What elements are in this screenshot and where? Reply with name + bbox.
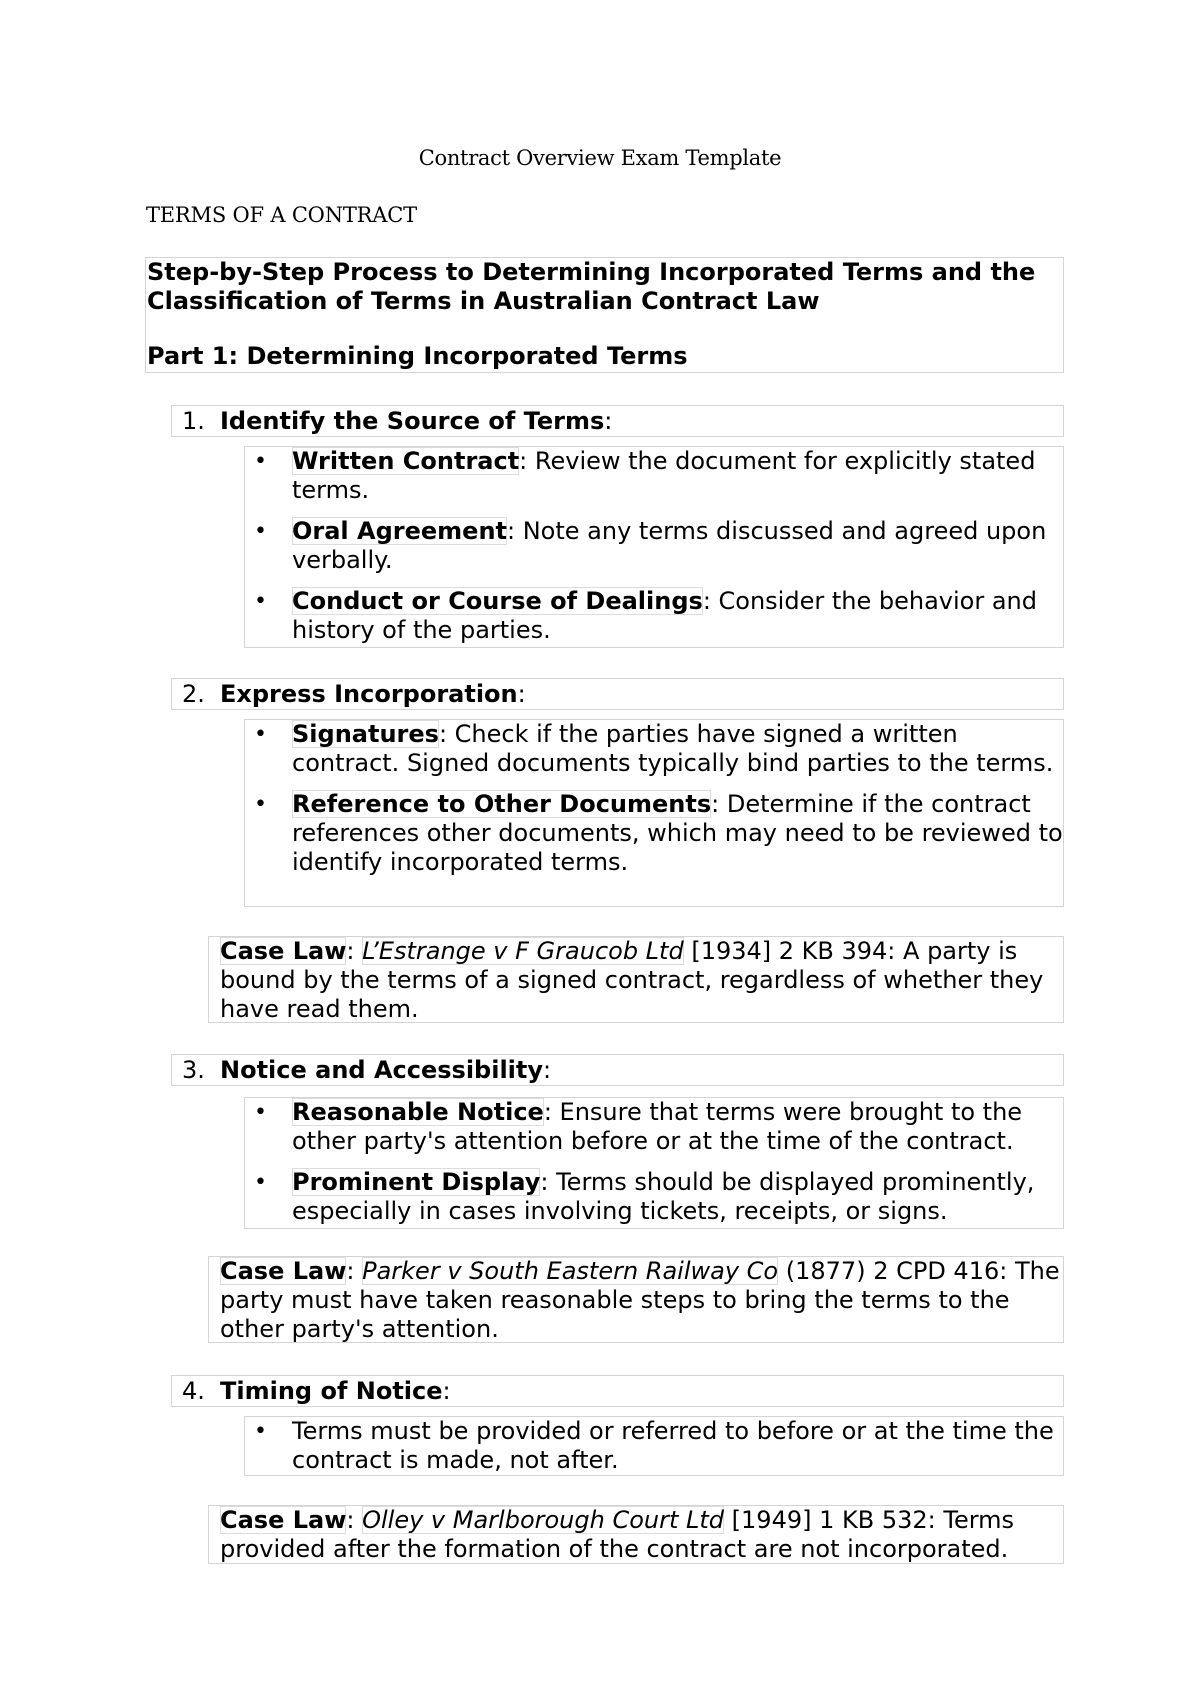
case-law-box [208,936,1064,1023]
bullet-label: Reference to Other Documents [292,790,712,818]
case-name: L’Estrange v F Graucob Ltd [362,937,684,965]
case-law-sep: : [346,937,363,965]
case-law-sep: : [346,1257,363,1285]
step-title: Express Incorporation [220,680,518,708]
case-law-text: (1877) 2 CPD 416: The party must have taken reasonable steps to bring the terms to the other party's attention. [220,1257,1060,1343]
bullet-label: Oral Agreement [292,517,508,545]
bullet-label: Conduct or Course of Dealings [292,587,703,615]
list-item [245,517,1063,575]
list-item [245,1417,1063,1475]
list-item [245,1098,1063,1156]
step-title: Notice and Accessibility [220,1056,544,1084]
list-item [245,587,1063,645]
bullet-label: Prominent Display [292,1168,541,1196]
step-number: 3. [182,1056,205,1084]
bullet-label: Written Contract [292,447,520,475]
bullet-label: Reasonable Notice [292,1098,544,1126]
case-law-sep: : [346,1506,363,1534]
case-law-text: [1949] 1 KB 532: Terms provided after the formation of the contract are not incorporated. [220,1506,1015,1563]
bullet-text: Terms must be provided or referred to before or at the time the contract is made, not after. [292,1417,1054,1474]
step-title-line [220,679,526,709]
case-law-box [208,1505,1064,1564]
step-1-heading [171,405,1064,437]
step-suffix: : [442,1377,451,1405]
step-suffix: : [543,1056,552,1084]
list-item [245,1168,1063,1226]
document-title: Contract Overview Exam Template [418,146,782,170]
bullet-text: : Check if the parties have signed a written contract. Signed documents typically bind parties to the terms. [292,720,1054,777]
part-heading: Part 1: Determining Incorporated Terms [147,342,688,370]
heading-block [145,257,1064,373]
section-label: TERMS OF A CONTRACT [146,203,417,227]
step-2-bullets [244,719,1064,907]
step-number: 1. [182,407,205,435]
case-law-label: Case Law [220,1257,347,1285]
step-4-heading [171,1375,1064,1407]
bullet-text: : Consider the behavior and history of the parties. [292,587,1037,644]
step-number: 4. [182,1377,205,1405]
step-number: 2. [182,680,205,708]
step-3-heading [171,1054,1064,1086]
bullet-text: : Determine if the contract references other documents, which may need to be reviewed to identify incorporated terms. [292,790,1063,876]
step-suffix: : [604,407,613,435]
case-law-box [208,1256,1064,1343]
step-3-bullets [244,1097,1064,1229]
case-law-label: Case Law [220,937,347,965]
step-suffix: : [517,680,526,708]
bullet-label: Signatures [292,720,439,748]
case-name: Parker v South Eastern Railway Co [362,1257,779,1285]
step-4-bullets [244,1416,1064,1476]
bullet-text: : Review the document for explicitly stated terms. [292,447,1036,504]
case-law-label: Case Law [220,1506,347,1534]
step-title-line [220,1376,451,1406]
step-title: Timing of Notice [220,1377,443,1405]
bullet-text: : Terms should be displayed prominently, especially in cases involving tickets, receipts, or signs. [292,1168,1035,1225]
list-item [245,790,1063,877]
case-name: Olley v Marlborough Court Ltd [362,1506,725,1534]
case-law-text: [1934] 2 KB 394: A party is bound by the terms of a signed contract, regardless of whether they have read them. [220,937,1044,1023]
list-item [245,447,1063,505]
bullet-text: : Note any terms discussed and agreed upon verbally. [292,517,1047,574]
step-title-line [220,1055,551,1085]
step-1-bullets [244,446,1064,648]
main-heading: Step-by-Step Process to Determining Incorporated Terms and the Classification of Terms in Australian Contract Law [147,258,1036,315]
step-2-heading [171,678,1064,710]
list-item [245,720,1063,778]
bullet-text: : Ensure that terms were brought to the other party's attention before or at the time of the contract. [292,1098,1023,1155]
step-title: Identify the Source of Terms [220,407,605,435]
step-title-line [220,406,612,436]
